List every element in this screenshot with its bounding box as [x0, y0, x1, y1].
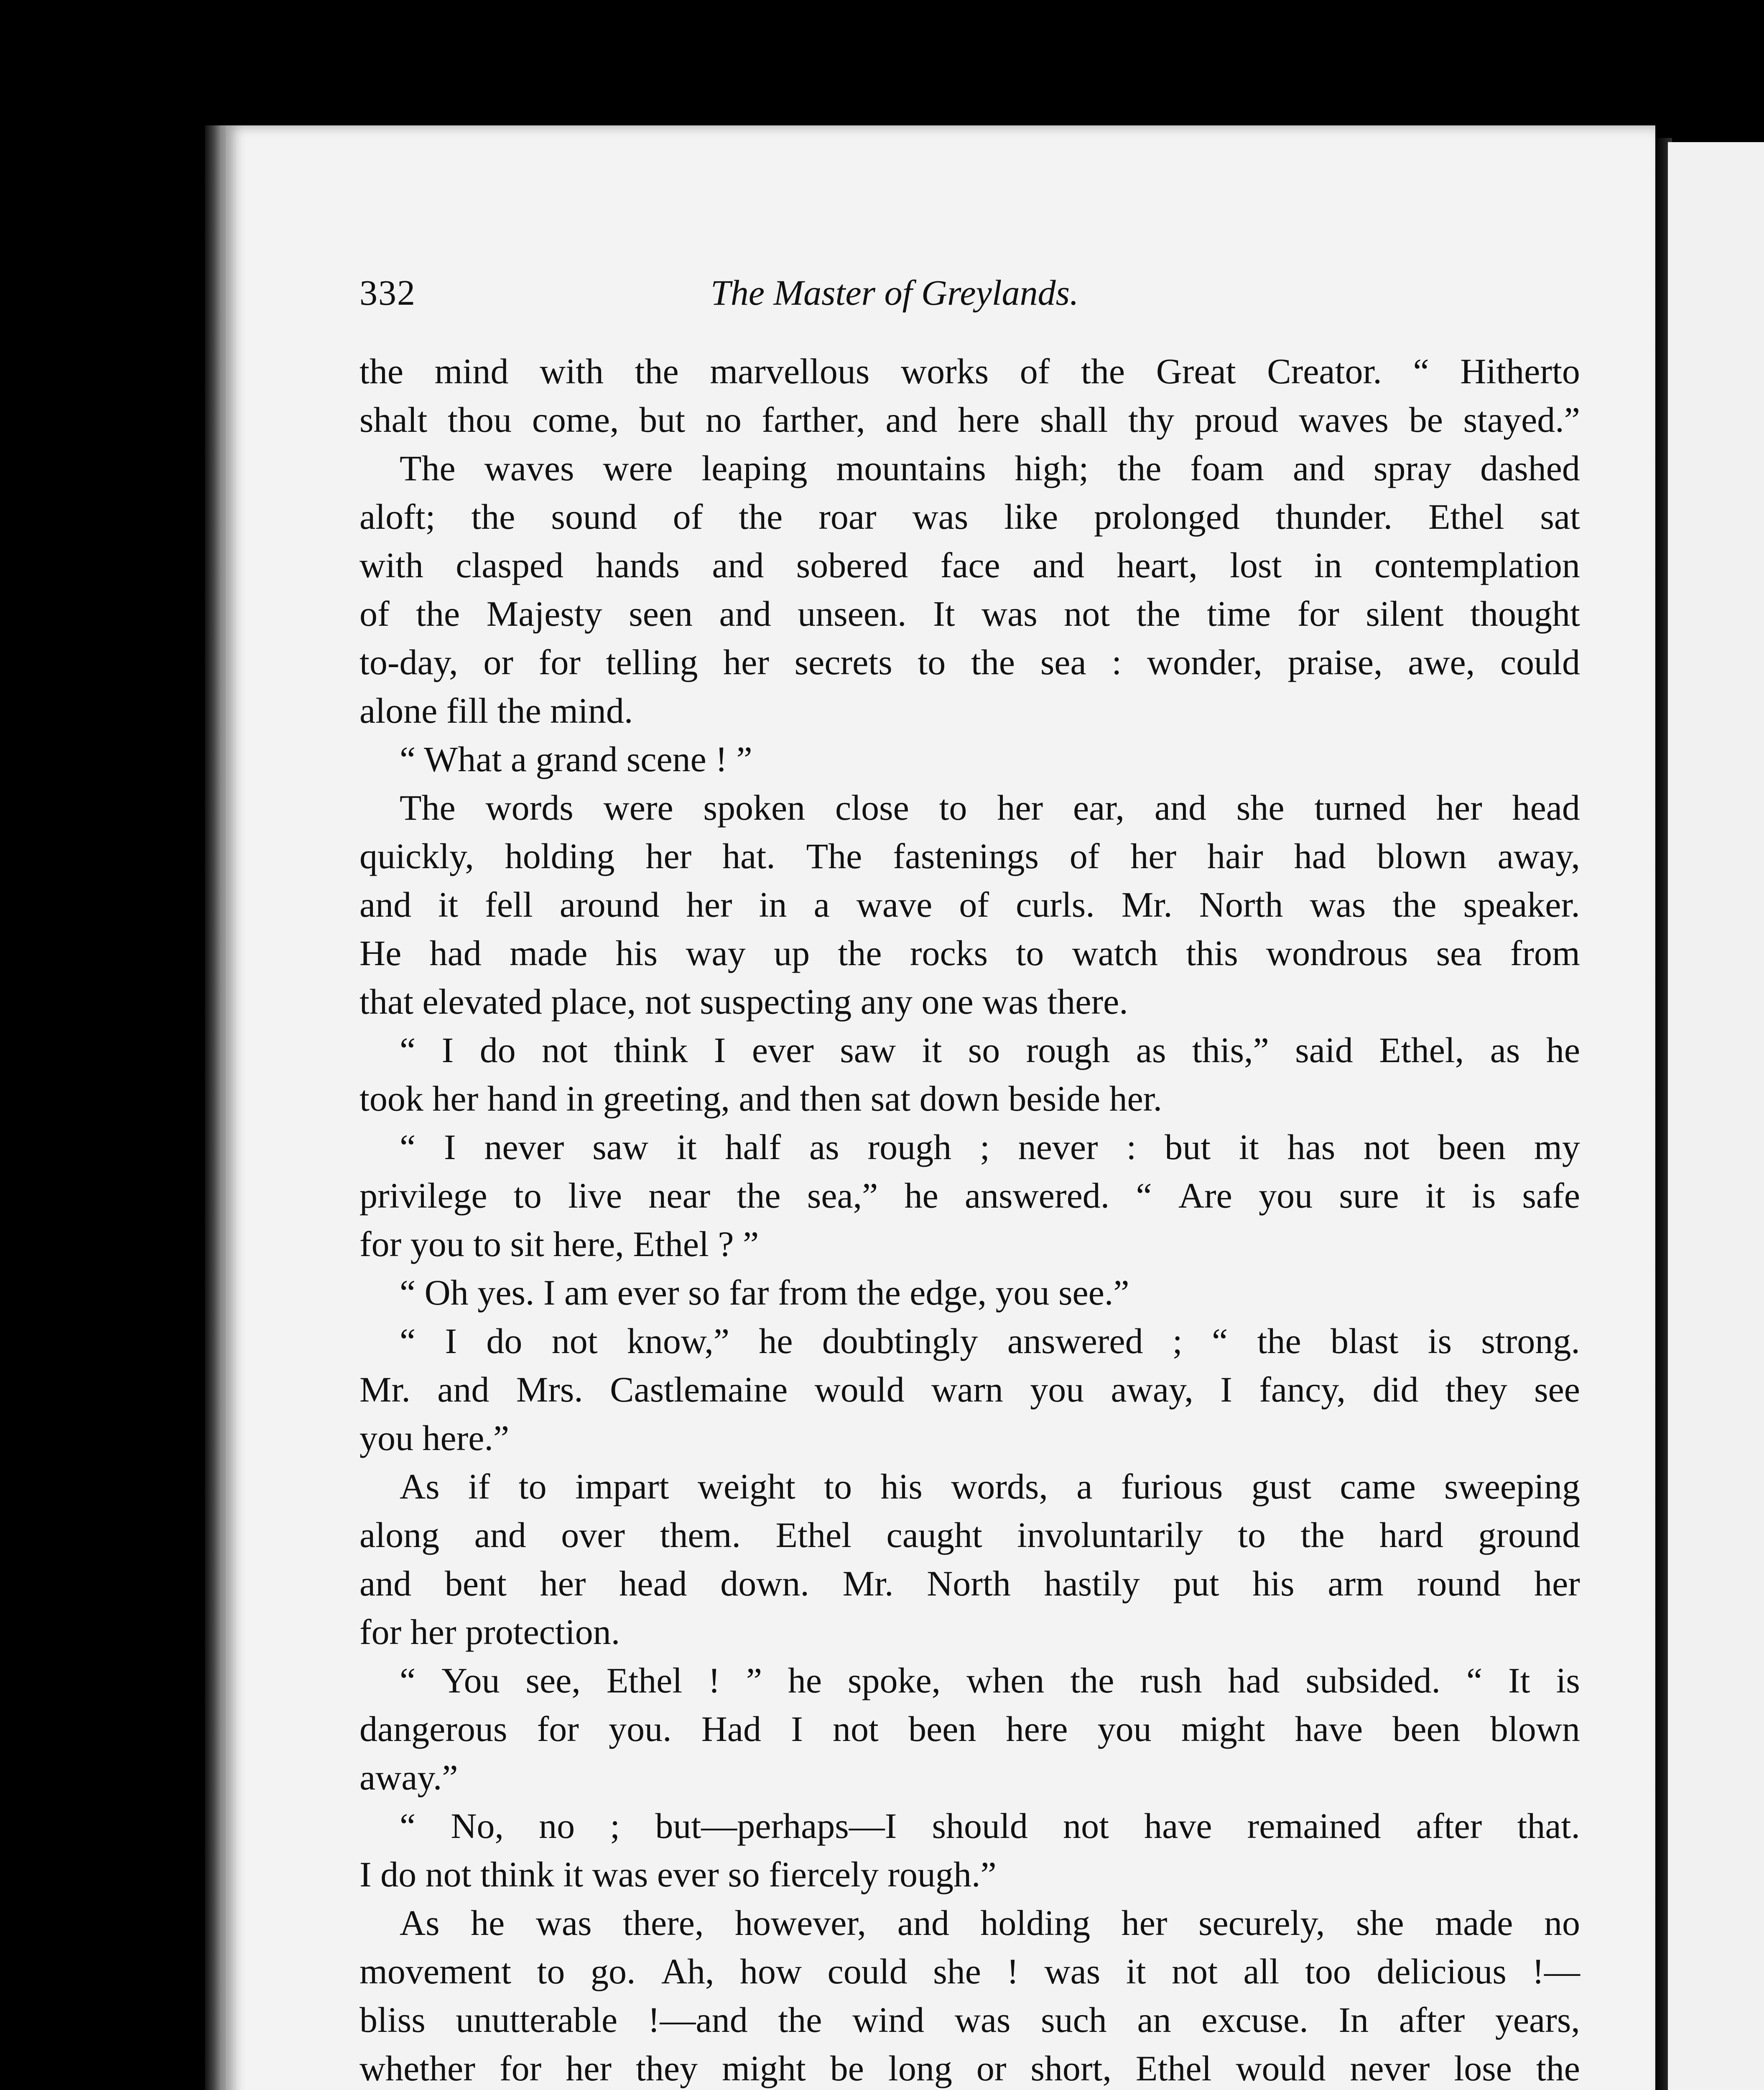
text-line: “ I never saw it half as rough ; never : but it has not been my: [400, 1127, 1580, 1167]
text-line: dangerous for you. Had I not been here you might have been blown: [359, 1709, 1580, 1749]
running-title: The Master of Greylands.: [711, 273, 1079, 313]
text-line: movement to go. Ah, how could she ! was it not all too delicious !—: [359, 1951, 1580, 1991]
text-line: As if to impart weight to his words, a furious gust came sweeping: [400, 1466, 1580, 1506]
text-line: “ I do not know,” he doubtingly answered ; “ the blast is strong.: [400, 1321, 1580, 1361]
text-line: of the Majesty seen and unseen. It was not the time for silent thought: [359, 594, 1580, 634]
facing-page-edge: [1668, 142, 1764, 2090]
text-line: “ No, no ; but—perhaps—I should not have remained after that.: [400, 1806, 1580, 1846]
text-line: privilege to live near the sea,” he answered. “ Are you sure it is safe: [359, 1175, 1580, 1216]
text-line: and bent her head down. Mr. North hastily put his arm round her: [359, 1563, 1580, 1603]
text-line: “ Oh yes. I am ever so far from the edge, you see.”: [400, 1272, 1129, 1313]
text-line: you here.”: [359, 1418, 510, 1458]
page-header: [359, 272, 1580, 322]
text-line: quickly, holding her hat. The fastenings of her hair had blown away,: [359, 836, 1580, 876]
text-line: and it fell around her in a wave of curls. Mr. North was the speaker.: [359, 884, 1580, 925]
text-line: aloft; the sound of the roar was like prolonged thunder. Ethel sat: [359, 497, 1580, 537]
text-line: The waves were leaping mountains high; the foam and spray dashed: [400, 448, 1580, 488]
text-line: Mr. and Mrs. Castlemaine would warn you away, I fancy, did they see: [359, 1369, 1580, 1409]
text-line: with clasped hands and sobered face and heart, lost in contemplation: [359, 545, 1580, 585]
text-line: “ You see, Ethel ! ” he spoke, when the rush had subsided. “ It is: [400, 1660, 1580, 1700]
text-line: He had made his way up the rocks to watch this wondrous sea from: [359, 933, 1580, 973]
text-line: the mind with the marvellous works of the Great Creator. “ Hitherto: [359, 351, 1580, 391]
text-line: bliss unutterable !—and the wind was such an excuse. In after years,: [359, 2000, 1580, 2040]
text-line: shalt thou come, but no farther, and here shall thy proud waves be stayed.”: [359, 400, 1580, 440]
text-line: away.”: [359, 1757, 458, 1797]
text-line: for her protection.: [359, 1612, 620, 1652]
body-text: [359, 347, 1580, 2090]
text-line: “ What a grand scene ! ”: [400, 739, 752, 779]
text-line: alone fill the mind.: [359, 691, 633, 731]
text-line: for you to sit here, Ethel ? ”: [359, 1224, 759, 1264]
text-line: that elevated place, not suspecting any one was there.: [359, 981, 1128, 1022]
text-line: I do not think it was ever so fiercely rough.”: [359, 1854, 997, 1894]
text-line: took her hand in greeting, and then sat down beside her.: [359, 1078, 1162, 1119]
text-line: along and over them. Ethel caught involuntarily to the hard ground: [359, 1515, 1580, 1555]
text-line: As he was there, however, and holding her securely, she made no: [400, 1903, 1580, 1943]
text-line: whether for her they might be long or short, Ethel would never lose the: [359, 2048, 1580, 2088]
text-line: to-day, or for telling her secrets to the sea : wonder, praise, awe, could: [359, 642, 1580, 682]
text-line: “ I do not think I ever saw it so rough as this,” said Ethel, as he: [400, 1030, 1580, 1070]
page-number: 332: [359, 273, 416, 313]
text-line: The words were spoken close to her ear, and she turned her head: [400, 788, 1580, 828]
